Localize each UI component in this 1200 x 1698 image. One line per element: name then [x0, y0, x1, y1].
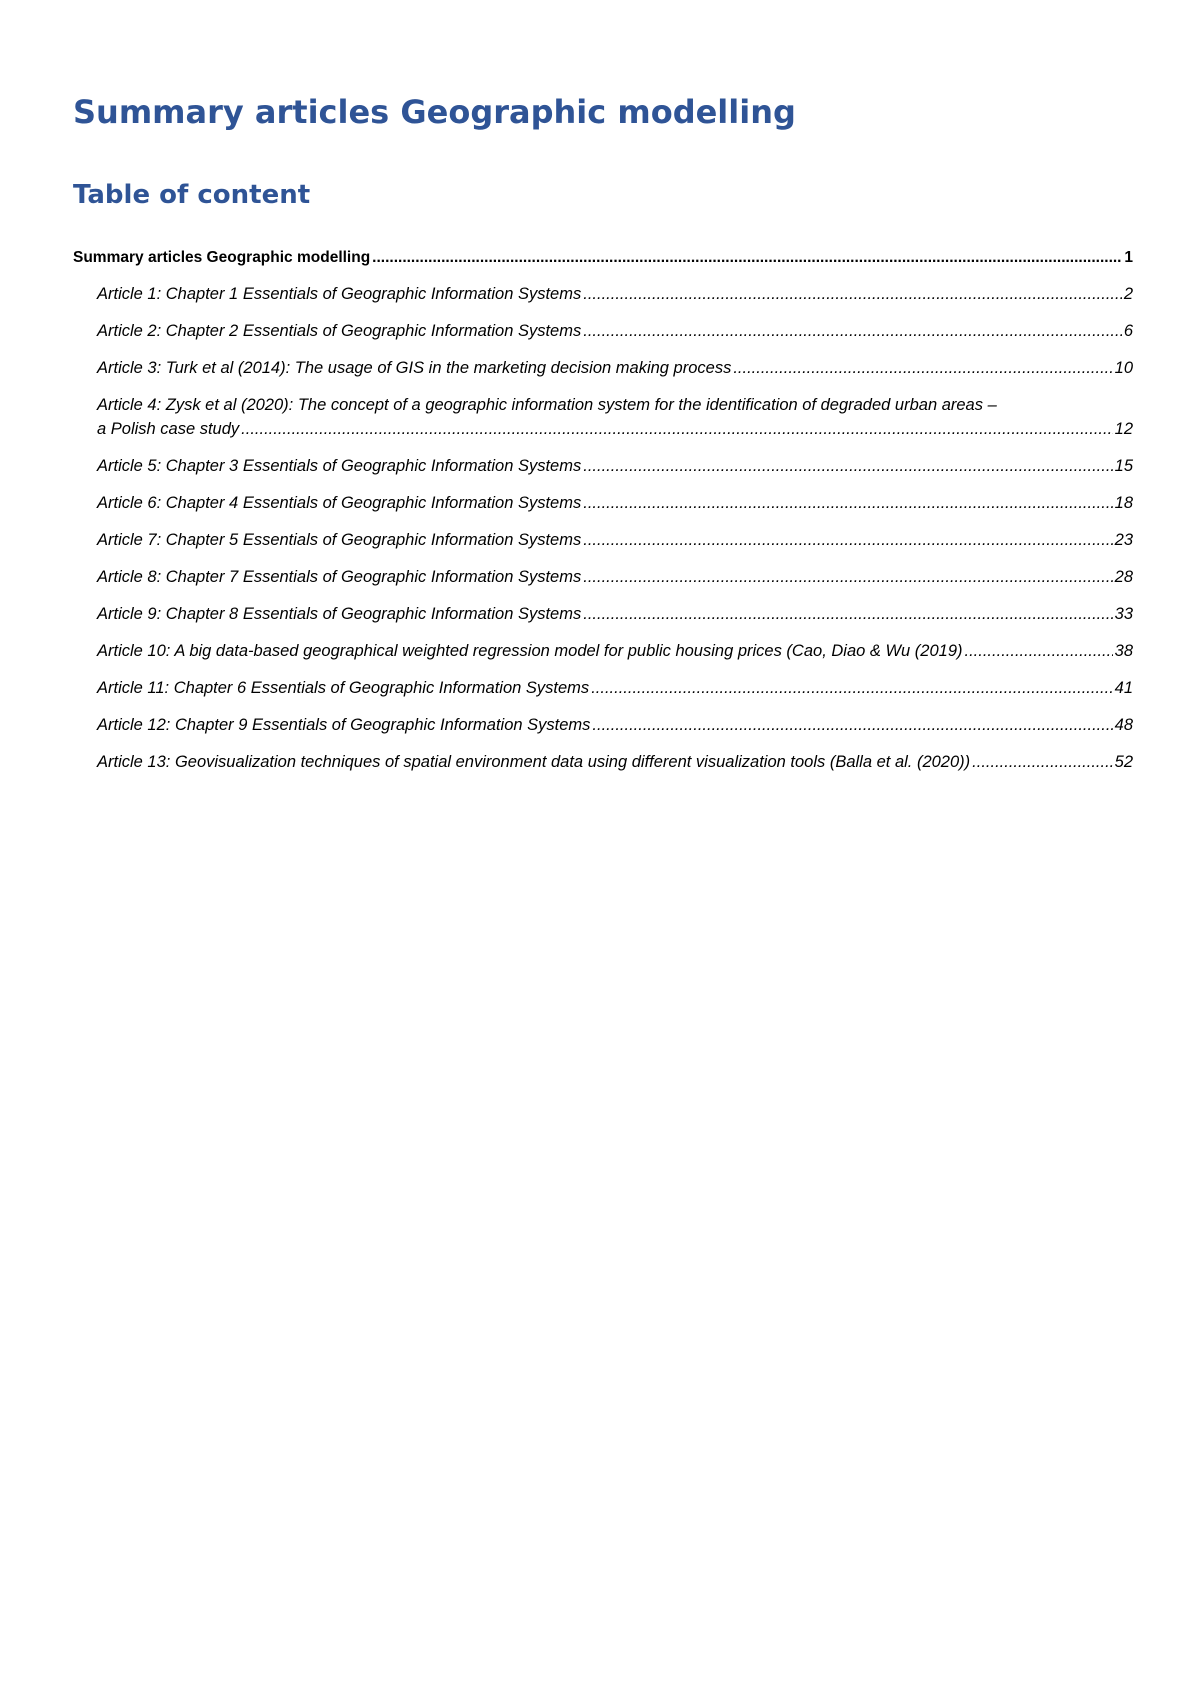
toc-entry-line-2 — [97, 417, 1133, 441]
toc-entry-text: Article 5: Chapter 3 Essentials of Geographic Information Systems — [97, 457, 582, 475]
dot-leader — [583, 282, 1122, 306]
toc-page-number: 52 — [1114, 753, 1133, 771]
dot-leader — [583, 319, 1122, 343]
toc-page-number: 38 — [1114, 642, 1133, 660]
toc-entry-article-3[interactable] — [73, 356, 1133, 393]
toc-page-number: 23 — [1114, 531, 1133, 549]
dot-leader — [733, 356, 1112, 380]
toc-entry-text: Article 10: A big data-based geographical weighted regression model for public housing prices (Cao, Diao & Wu (2019) — [97, 642, 963, 660]
toc-entry-text: Article 6: Chapter 4 Essentials of Geographic Information Systems — [97, 494, 582, 512]
dot-leader — [583, 491, 1112, 515]
toc-page-number: 28 — [1114, 568, 1133, 586]
toc-entry-text: Article 7: Chapter 5 Essentials of Geographic Information Systems — [97, 531, 582, 549]
toc-entry-text: Article 8: Chapter 7 Essentials of Geographic Information Systems — [97, 568, 582, 586]
toc-page-number: 33 — [1114, 605, 1133, 623]
dot-leader — [965, 639, 1113, 663]
toc-entry-text: Article 11: Chapter 6 Essentials of Geographic Information Systems — [97, 679, 590, 697]
toc-page-number: 6 — [1123, 322, 1133, 340]
toc-entry-text: Article 9: Chapter 8 Essentials of Geographic Information Systems — [97, 605, 582, 623]
toc-entry-article-9[interactable] — [73, 602, 1133, 639]
toc-entry-article-11[interactable] — [73, 676, 1133, 713]
toc-entry-article-7[interactable] — [73, 528, 1133, 565]
dot-leader — [592, 713, 1112, 737]
toc-page-number: 15 — [1114, 457, 1133, 475]
toc-entry-text: Summary articles Geographic modelling — [73, 249, 371, 266]
toc-entry-text: Article 12: Chapter 9 Essentials of Geographic Information Systems — [97, 716, 591, 734]
toc-entry-text: Article 3: Turk et al (2014): The usage of GIS in the marketing decision making process — [97, 359, 732, 377]
toc-heading: Table of content — [73, 180, 311, 210]
toc-entry-text-line-1: Article 4: Zysk et al (2020): The concept of a geographic information system for the identification of degraded urban areas – — [97, 396, 997, 414]
toc-entry-summary[interactable] — [73, 246, 1133, 282]
toc-page-number: 10 — [1114, 359, 1133, 377]
table-of-contents — [73, 246, 1133, 787]
dot-leader — [241, 417, 1112, 441]
dot-leader — [372, 246, 1122, 270]
dot-leader — [583, 602, 1112, 626]
toc-entry-article-10[interactable] — [73, 639, 1133, 676]
toc-page-number: 1 — [1124, 249, 1133, 266]
toc-entry-article-2[interactable] — [73, 319, 1133, 356]
toc-entry-text-line-2: a Polish case study — [97, 420, 240, 438]
toc-entry-article-8[interactable] — [73, 565, 1133, 602]
dot-leader — [583, 454, 1112, 478]
toc-entry-article-4[interactable] — [73, 393, 1133, 454]
toc-entry-text: Article 13: Geovisualization techniques of spatial environment data using different visualization tools (Balla et al. (2020)) — [97, 753, 971, 771]
toc-page-number: 48 — [1114, 716, 1133, 734]
toc-entry-article-6[interactable] — [73, 491, 1133, 528]
dot-leader — [591, 676, 1112, 700]
toc-page-number: 18 — [1114, 494, 1133, 512]
toc-entry-text: Article 1: Chapter 1 Essentials of Geographic Information Systems — [97, 285, 582, 303]
toc-entry-article-13[interactable] — [73, 750, 1133, 787]
toc-entry-article-5[interactable] — [73, 454, 1133, 491]
toc-entry-article-12[interactable] — [73, 713, 1133, 750]
dot-leader — [583, 565, 1112, 589]
toc-entry-article-1[interactable] — [73, 282, 1133, 319]
document-title: Summary articles Geographic modelling — [73, 93, 796, 131]
dot-leader — [583, 528, 1112, 552]
toc-entry-text: Article 2: Chapter 2 Essentials of Geographic Information Systems — [97, 322, 582, 340]
toc-page-number: 12 — [1114, 420, 1133, 438]
toc-page-number: 41 — [1114, 679, 1133, 697]
dot-leader — [972, 750, 1112, 774]
toc-page-number: 2 — [1123, 285, 1133, 303]
